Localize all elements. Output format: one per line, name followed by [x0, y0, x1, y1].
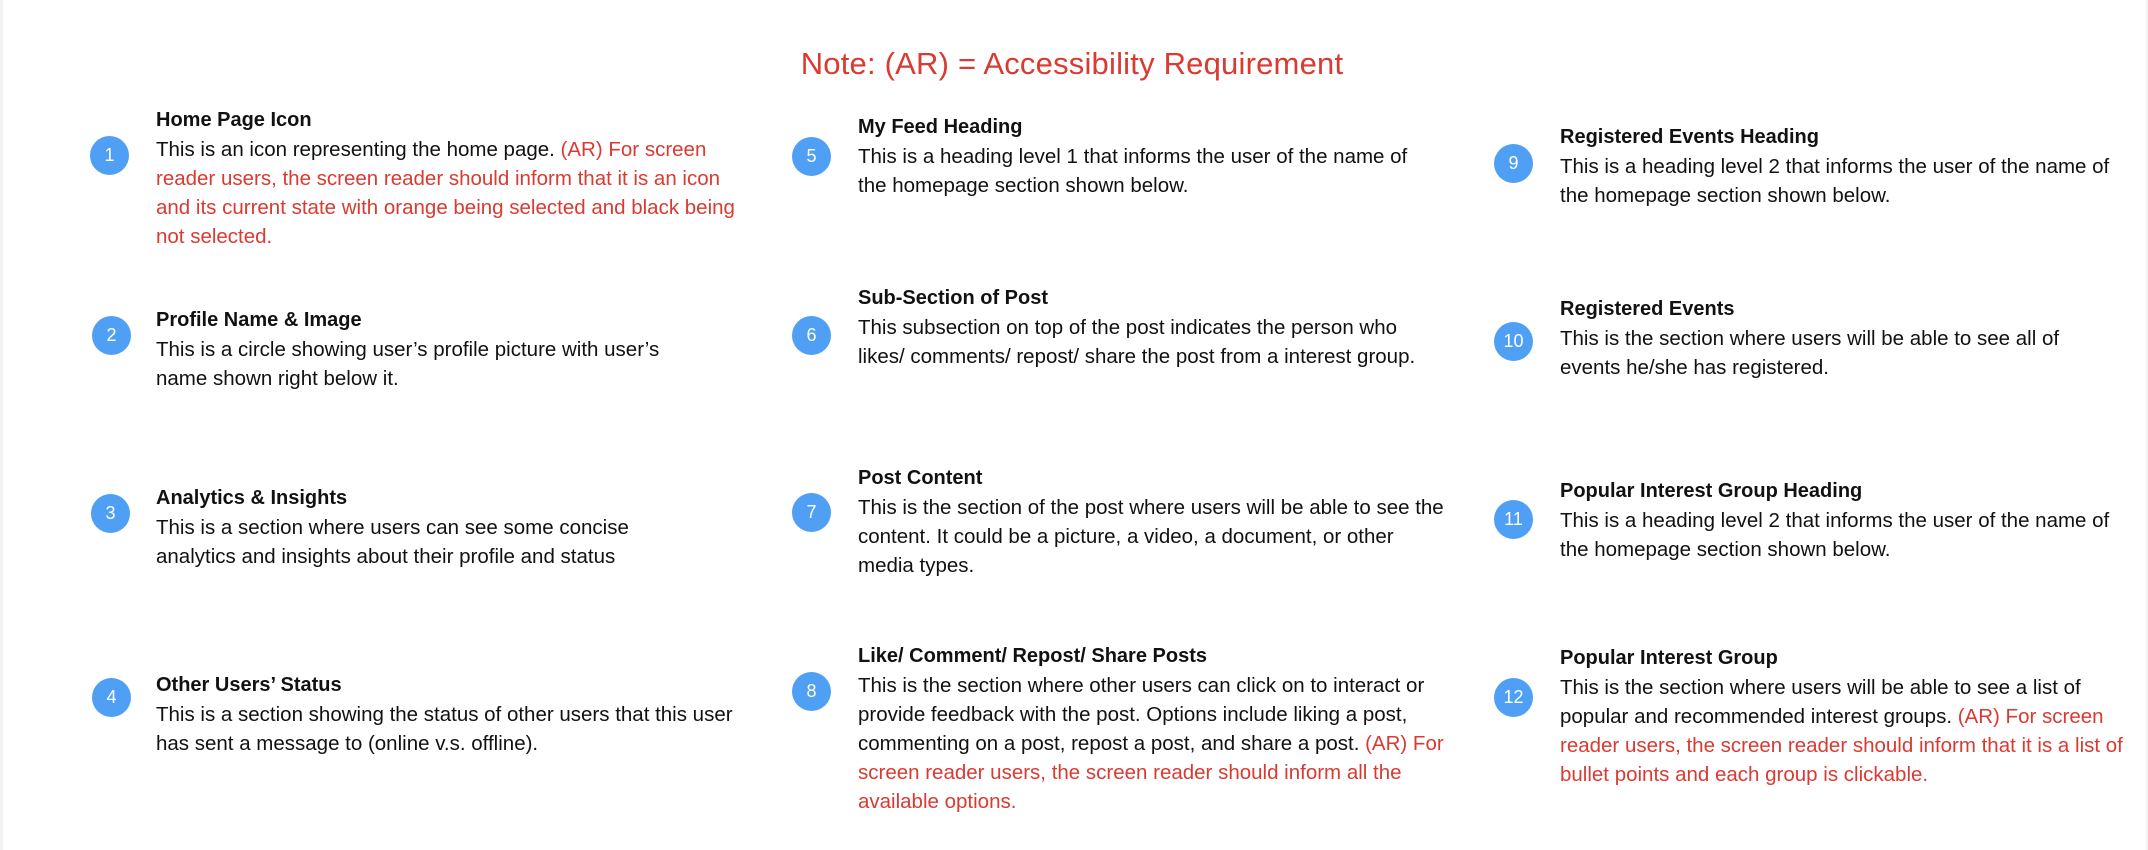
number-badge: 6: [792, 316, 831, 355]
accessibility-requirement: (AR) For screen reader users, the screen reader should inform all the available options.: [858, 732, 1444, 813]
number-badge: 7: [792, 493, 831, 532]
annotation-description: This is the section where users will be able to see all of events he/she has registered.: [1560, 327, 2060, 379]
note-title-text: Note: (AR) = Accessibility Requirement: [800, 46, 1344, 81]
annotation-description: This is a heading level 2 that informs the user of the name of the homepage section shown below.: [1560, 509, 2110, 561]
annotation-description: This is an icon representing the home page.: [156, 138, 561, 161]
annotation-text: [1560, 295, 2120, 382]
annotation-title: My Feed Heading: [858, 116, 1023, 138]
annotation-description: This is a heading level 1 that informs the user of the name of the homepage section shown below.: [858, 145, 1408, 197]
number-badge: 1: [90, 136, 129, 175]
accessibility-requirement: (AR) For screen reader users, the screen reader should inform that it is an icon and its current state with orange being selected and black being not selected.: [156, 138, 735, 248]
number-badge: 3: [91, 494, 130, 533]
annotation-text: [858, 113, 1438, 200]
annotation-description: This is the section where other users can click on to interact or provide feedback with the post. Options include liking a post, commenting on a post, repost a post, and share a post.: [858, 674, 1425, 755]
annotation-text: [156, 671, 756, 758]
annotation-title: Registered Events Heading: [1560, 126, 1819, 148]
annotation-description: This is the section of the post where users will be able to see the content. It could be a picture, a video, a document, or other media types.: [858, 496, 1444, 577]
annotation-title: Sub-Section of Post: [858, 287, 1048, 309]
annotation-description: This is the section where users will be able to see a list of popular and recommended interest groups.: [1560, 676, 2081, 728]
annotation-text: [156, 106, 746, 251]
number-badge: 10: [1494, 322, 1533, 361]
annotation-title: Other Users’ Status: [156, 674, 342, 696]
annotation-text: [156, 484, 696, 571]
number-badge: 12: [1494, 678, 1533, 717]
annotation-title: Registered Events: [1560, 298, 1735, 320]
annotation-description: This is a heading level 2 that informs the user of the name of the homepage section shown below.: [1560, 155, 2110, 207]
number-badge: 2: [92, 316, 131, 355]
annotation-description: This is a section where users can see some concise analytics and insights about their profile and status: [156, 516, 629, 568]
annotation-text: [858, 284, 1428, 371]
annotation-title: Home Page Icon: [156, 109, 312, 131]
annotation-text: [1560, 644, 2140, 789]
number-badge: 4: [92, 678, 131, 717]
annotation-title: Analytics & Insights: [156, 487, 348, 509]
annotation-text: [1560, 123, 2140, 210]
left-border: [0, 0, 3, 850]
accessibility-requirement: (AR) For screen reader users, the screen reader should inform that it is a list of bullet points and each group is clickable.: [1560, 705, 2123, 786]
note-title: [0, 46, 2148, 82]
annotation-text: [1560, 477, 2140, 564]
number-badge: 8: [792, 672, 831, 711]
annotation-title: Profile Name & Image: [156, 309, 362, 331]
annotation-text: [156, 306, 716, 393]
annotation-title: Popular Interest Group: [1560, 647, 1778, 669]
annotation-title: Like/ Comment/ Repost/ Share Posts: [858, 645, 1207, 667]
annotation-description: This is a circle showing user’s profile picture with user’s name shown right below it.: [156, 338, 660, 390]
number-badge: 9: [1494, 144, 1533, 183]
annotation-description: This subsection on top of the post indicates the person who likes/ comments/ repost/ share the post from a interest group.: [858, 316, 1416, 368]
number-badge: 5: [792, 137, 831, 176]
annotation-text: [858, 464, 1448, 580]
annotation-title: Post Content: [858, 467, 983, 489]
annotation-title: Popular Interest Group Heading: [1560, 480, 1863, 502]
number-badge: 11: [1494, 500, 1533, 539]
annotation-text: [858, 642, 1448, 816]
annotation-description: This is a section showing the status of other users that this user has sent a message to (online v.s. offline).: [156, 703, 733, 755]
